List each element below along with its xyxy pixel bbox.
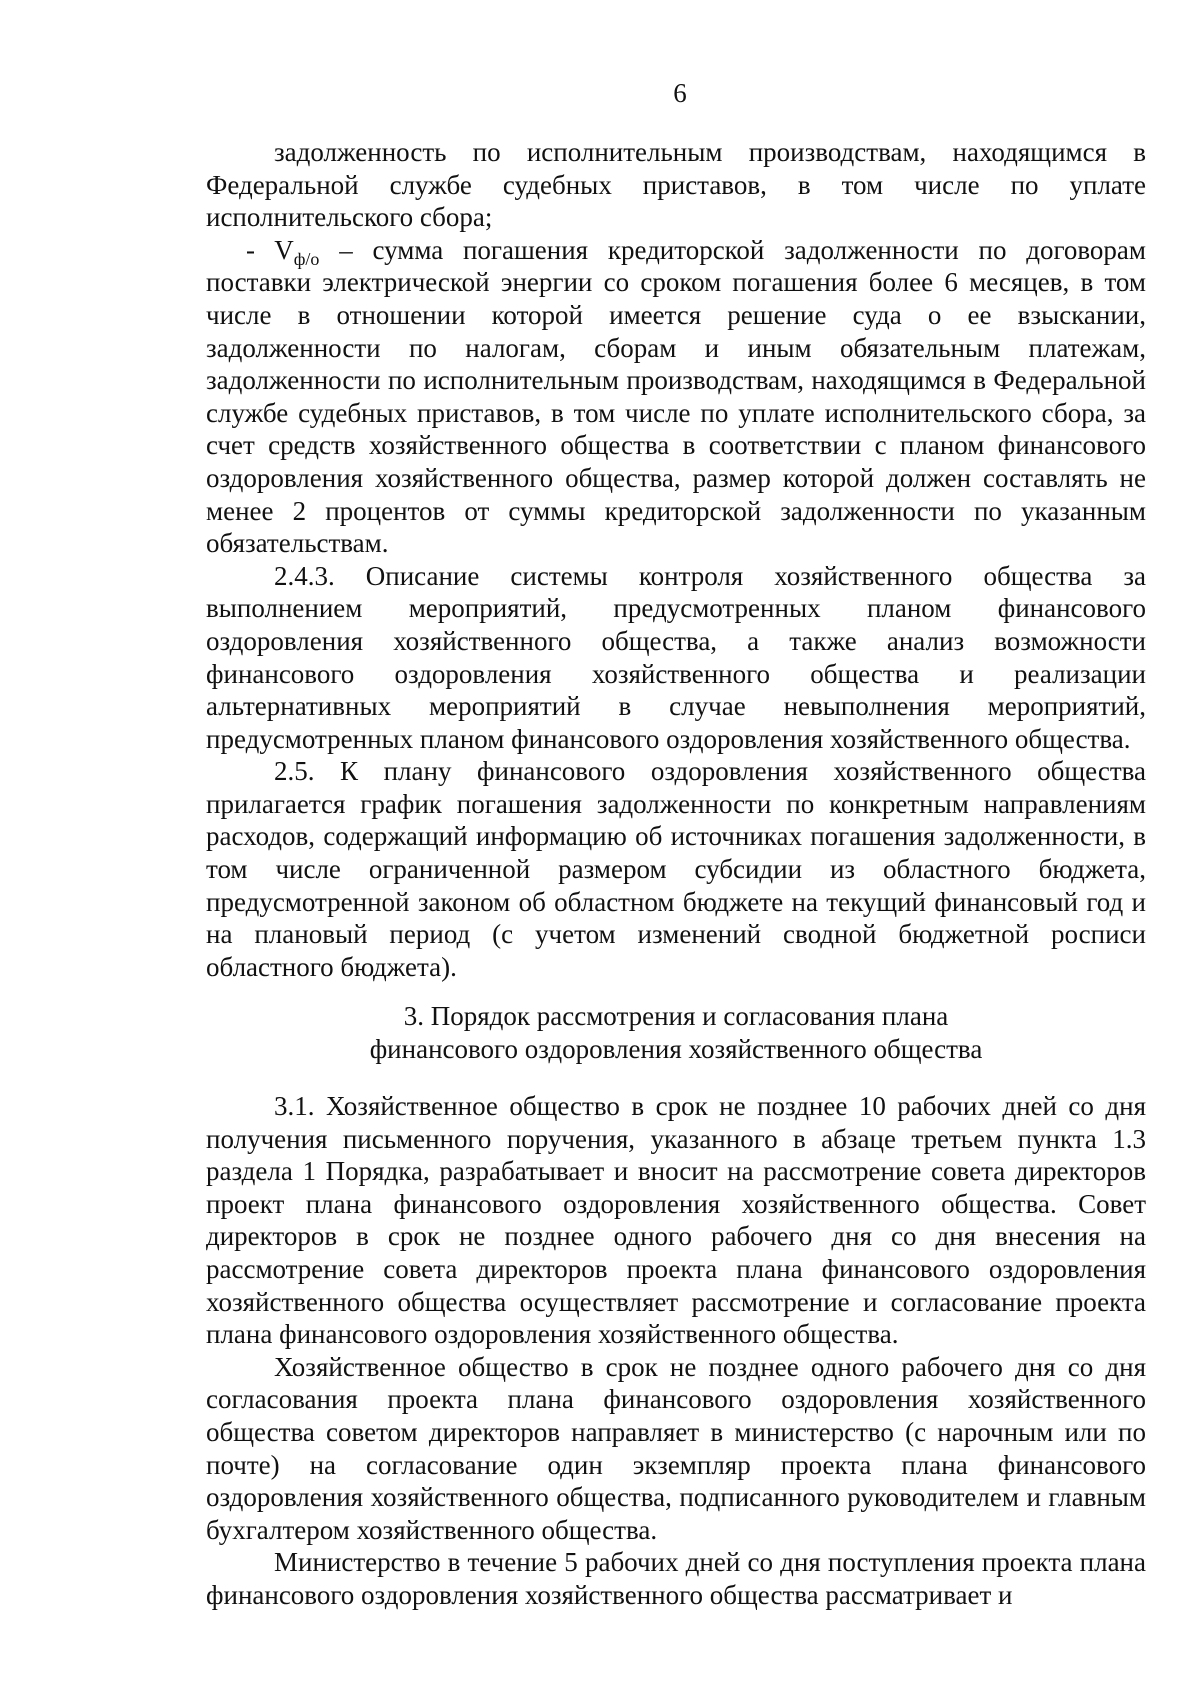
paragraph-dash-item (206, 234, 1146, 560)
paragraph-2-4-3: 2.4.3. Описание системы контроля хозяйственного общества за выполнением мероприятий, предусмотренных планом финансового оздоровления хозяйственного общества, а также анализ возможности финансового оздоровления хозяйственного общества и реализации альтернативных мероприятий в случае невыполнения мероприятий, предусмотренных планом финансового оздоровления хозяйственного общества. (206, 560, 1146, 754)
section-heading-line-2: финансового оздоровления хозяйственного общества (369, 1033, 983, 1064)
dash-item-text: – сумма погашения кредиторской задолженности по договорам поставки электрической энергии со сроком погашения более 6 месяцев, в том числе в отношении которой имеется решение суда о ее взыскании, задолженности по налогам, сборам и иным обязательным платежам, задолженности по исполнительным производствам, находящимся в Федеральной службе судебных приставов, в том числе по уплате исполнительского сбора, за счет средств хозяйственного общества в соответствии с планом финансового оздоровления хозяйственного общества, размер которой должен составлять не менее 2 процентов от суммы кредиторской задолженности по указанным обязательствам. (206, 234, 1146, 559)
section-heading (206, 1000, 1146, 1065)
paragraph-3-1: 3.1. Хозяйственное общество в срок не позднее 10 рабочих дней со дня получения письменного поручения, указанного в абзаце третьем пункта 1.3 раздела 1 Порядка, разрабатывает и вносит на рассмотрение совета директоров проект плана финансового оздоровления хозяйственного общества. Совет директоров в срок не позднее одного рабочего дня со дня внесения на рассмотрение совета директоров проекта плана финансового оздоровления хозяйственного общества осуществляет рассмотрение и согласование проекта плана финансового оздоровления хозяйственного общества. (206, 1091, 1146, 1350)
section-heading-line-1: 3. Порядок рассмотрения и согласования плана (403, 1001, 949, 1031)
paragraph-third: Министерство в течение 5 рабочих дней со дня поступления проекта плана финансового оздоровления хозяйственного общества рассматривает и (206, 1547, 1146, 1610)
paragraph-2-5: 2.5. К плану финансового оздоровления хозяйственного общества прилагается график погашения задолженности по конкретным направлениям расходов, содержащий информацию об источниках погашения задолженности, в том числе ограниченной размером субсидии из областного бюджета, предусмотренной законом об областном бюджете на текущий финансовый год и на плановый период (с учетом изменений сводной бюджетной росписи областного бюджета). (206, 756, 1146, 982)
top-text-block (206, 136, 1146, 983)
dash-item-prefix: - V (246, 234, 294, 265)
paragraph-continuation: задолженность по исполнительным производствам, находящимся в Федеральной службе судебных приставов, в том числе по уплате исполнительского сбора; (206, 137, 1146, 233)
dash-item-subscript: ф/о (293, 248, 320, 269)
paragraph-second: Хозяйственное общество в срок не позднее одного рабочего дня со дня согласования проекта плана финансового оздоровления хозяйственного общества советом директоров направляет в министерство (с нарочным или по почте) на согласование один экземпляр проекта плана финансового оздоровления хозяйственного общества, подписанного руководителем и главным бухгалтером хозяйственного общества. (206, 1351, 1146, 1545)
page-number: 6 (673, 78, 687, 108)
bottom-text-block (206, 1090, 1146, 1612)
